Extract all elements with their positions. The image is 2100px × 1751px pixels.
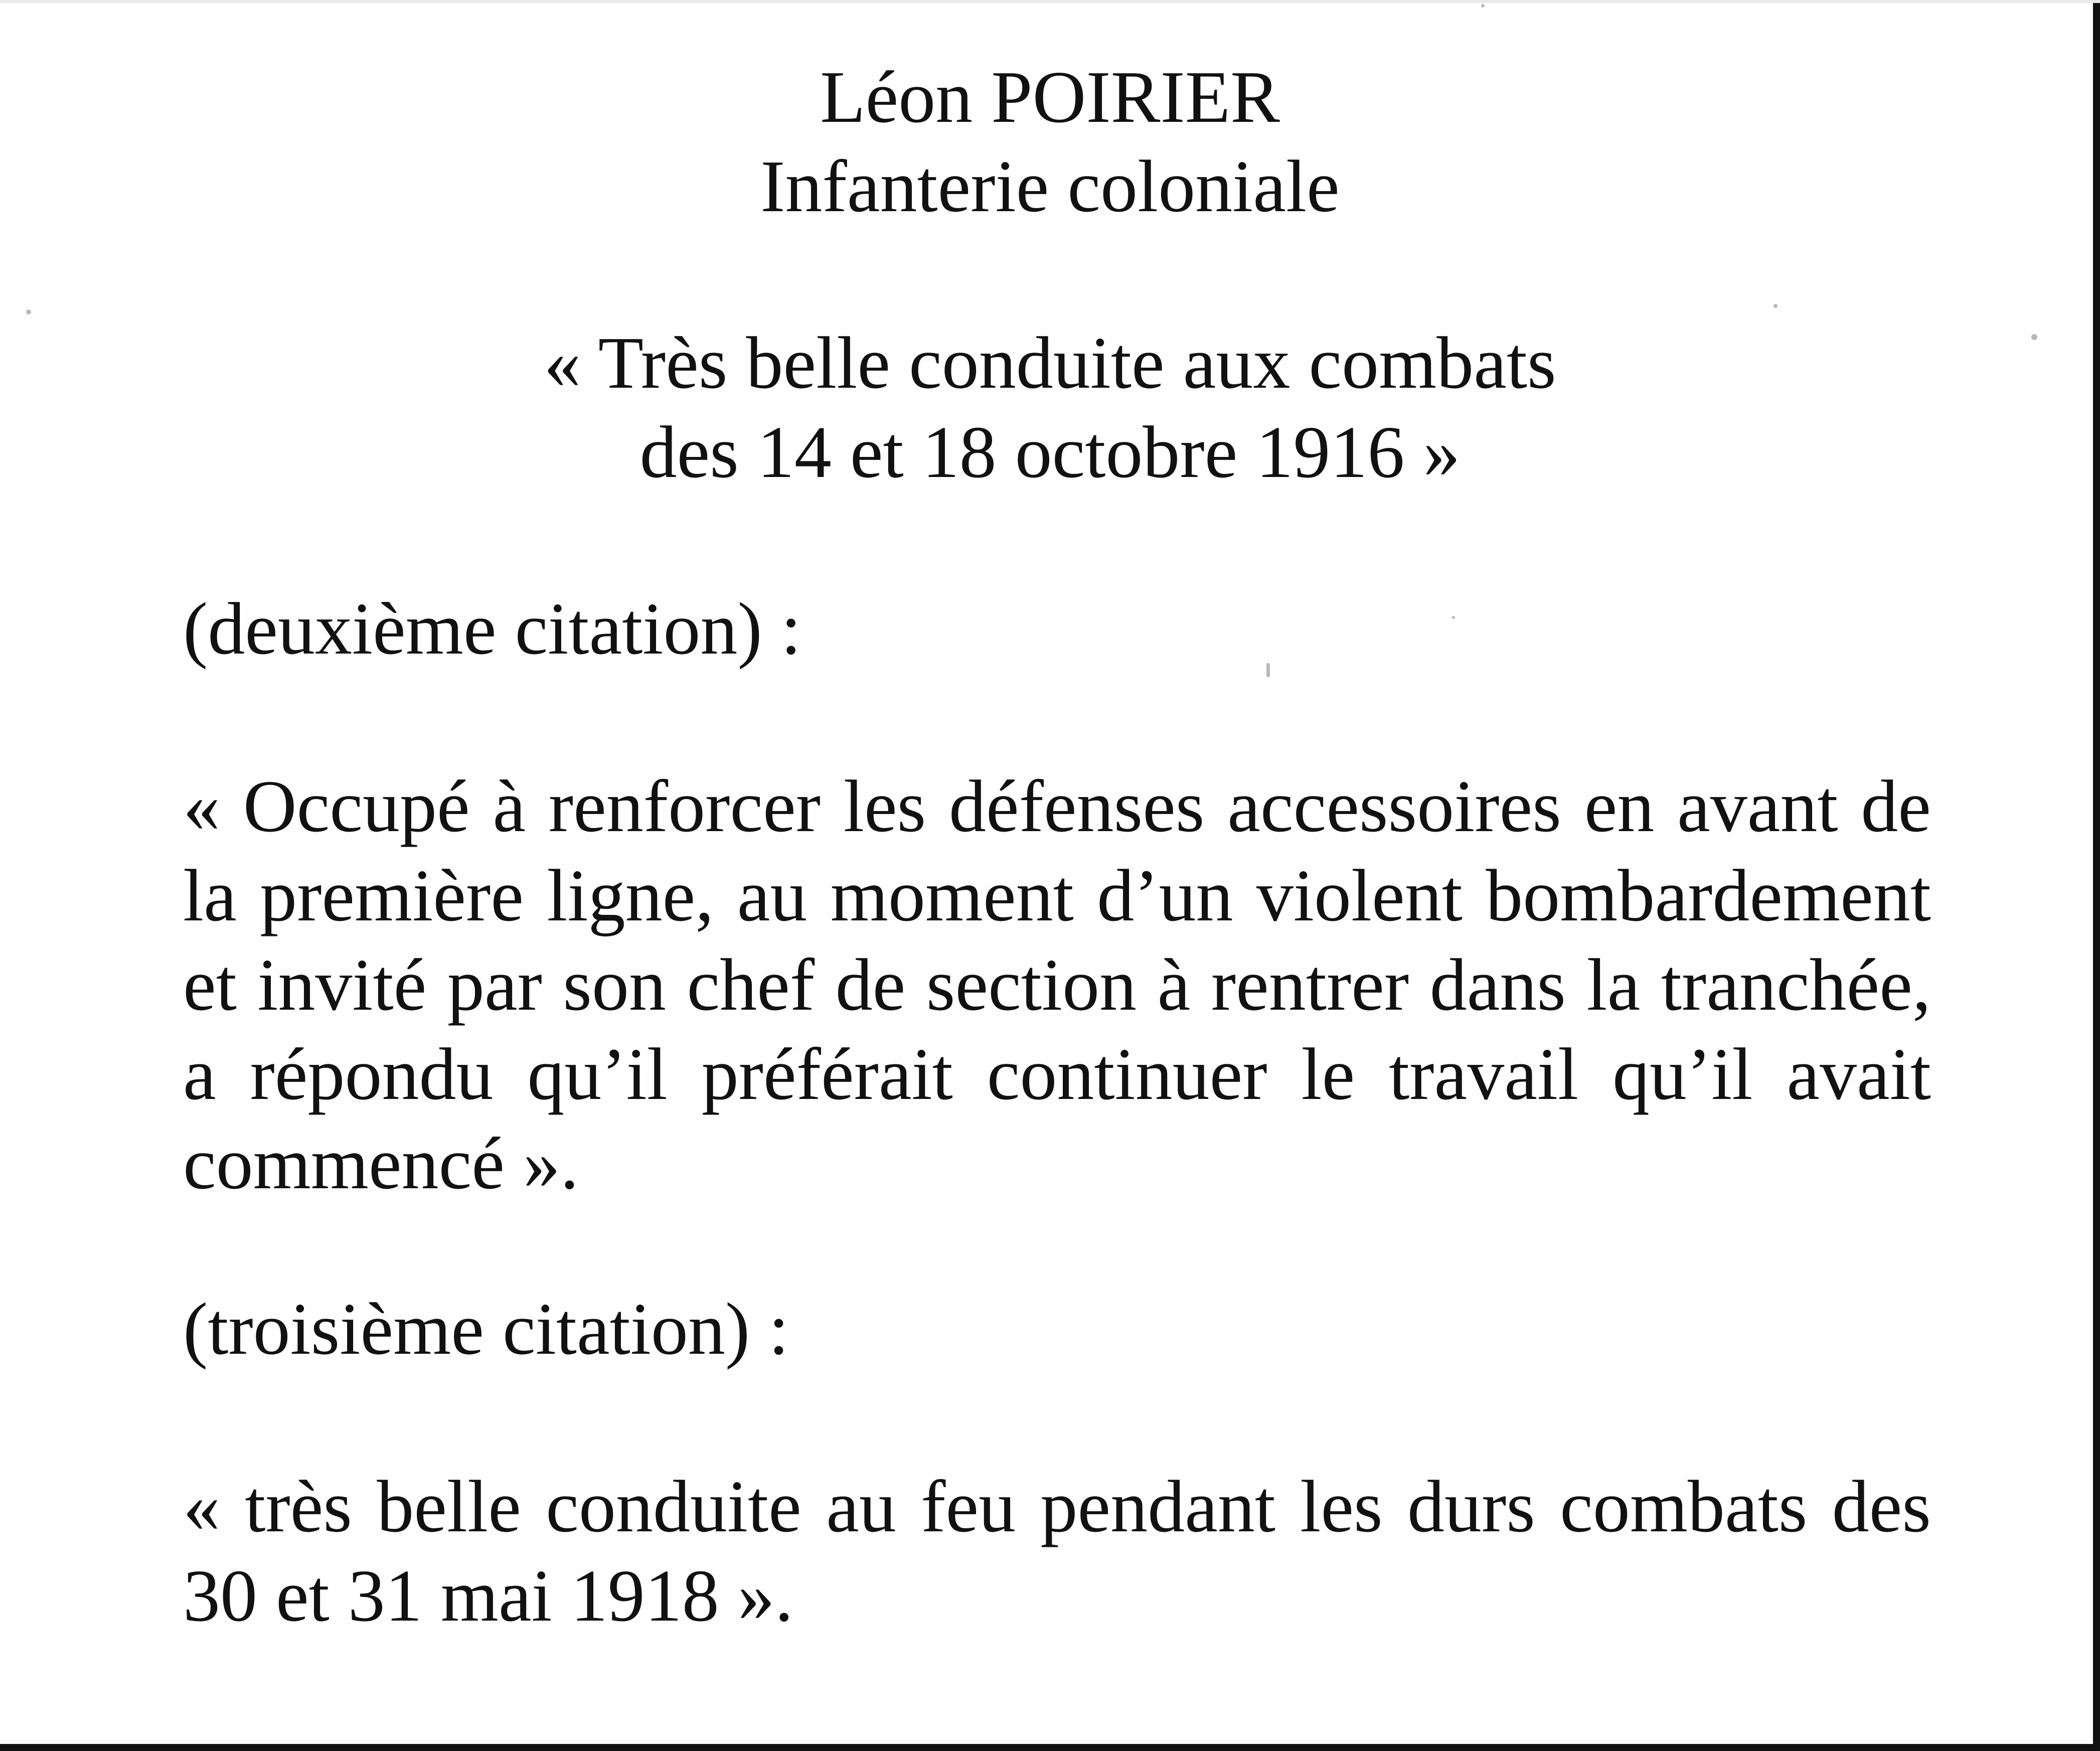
second-citation-label: (deuxième citation) : [183, 588, 801, 670]
scan-edge [0, 0, 2100, 3]
first-citation [0, 319, 2100, 497]
document-header [0, 53, 2100, 231]
soldier-name: Léon POIRIER [820, 56, 1280, 138]
scan-speck [26, 309, 31, 314]
scan-speck [1452, 616, 1455, 619]
scan-speck [1773, 304, 1778, 308]
scan-speck [1266, 663, 1270, 677]
scan-speck [2031, 334, 2037, 340]
military-unit: Infanterie coloniale [760, 145, 1340, 228]
first-citation-line-1: « Très belle conduite aux combats [544, 322, 1556, 404]
scan-speck [1481, 4, 1485, 8]
second-citation-text: « Occupé à renforcer les défenses accessoires en avant de la première ligne, au moment d’un violent bombardement et invité par son chef de section à rentrer dans la tranchée, a répondu qu’il préférait continuer le travail qu’il avait commencé ». [183, 765, 1931, 1205]
third-citation-text: « très belle conduite au feu pendant les durs combats des 30 et 31 mai 1918 ». [183, 1466, 1931, 1637]
first-citation-line-2: des 14 et 18 octobre 1916 » [639, 411, 1461, 494]
third-citation-label: (troisième citation) : [183, 1288, 789, 1370]
